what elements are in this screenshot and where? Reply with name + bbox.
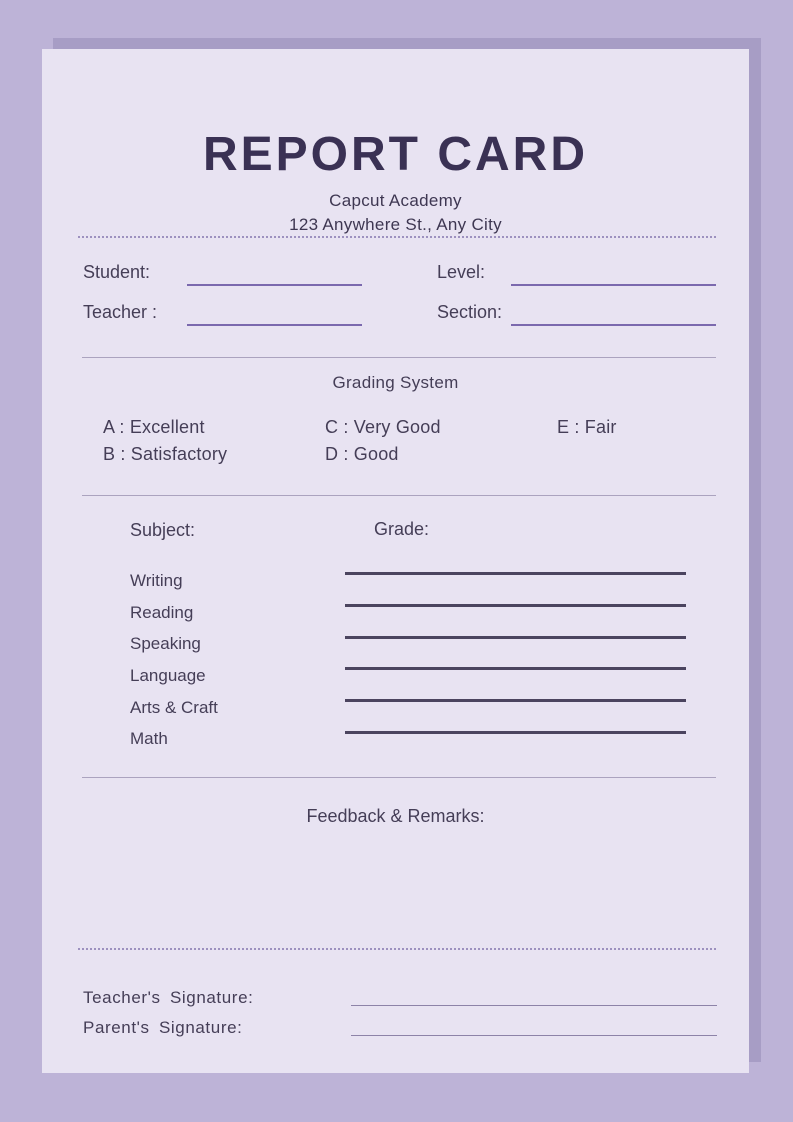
grade-key-e: E : Fair	[557, 417, 617, 437]
grade-field[interactable]	[345, 667, 686, 670]
field-row-teacher-section	[83, 291, 716, 331]
grade-field[interactable]	[345, 636, 686, 639]
grade-key-a: A : Excellent	[103, 417, 205, 437]
level-label: Level:	[437, 262, 486, 282]
subject-name: Math	[130, 729, 168, 749]
header-divider	[78, 236, 716, 238]
table-row	[130, 628, 686, 660]
feedback-field[interactable]	[102, 839, 689, 939]
parent-signature-label: Parent's Signature:	[83, 1018, 243, 1037]
student-field[interactable]	[187, 284, 362, 286]
page-title: REPORT CARD	[202, 128, 588, 181]
section-divider	[82, 495, 716, 496]
teacher-signature-row	[83, 984, 717, 1014]
grade-key-d: D : Good	[325, 444, 399, 464]
report-card	[42, 49, 749, 1073]
table-row	[130, 597, 686, 629]
grade-field[interactable]	[345, 731, 686, 734]
section-divider	[82, 777, 716, 778]
teacher-signature-field[interactable]	[351, 1005, 717, 1006]
school-address: 123 Anywhere St., Any City	[289, 215, 502, 234]
feedback-heading: Feedback & Remarks:	[306, 806, 485, 826]
subject-name: Speaking	[130, 634, 201, 654]
parent-signature-field[interactable]	[351, 1035, 717, 1036]
section-field[interactable]	[511, 324, 716, 326]
grade-key-empty	[557, 444, 709, 471]
student-info-section	[83, 251, 716, 331]
teacher-signature-label: Teacher's Signature:	[83, 988, 254, 1007]
signature-section	[83, 984, 717, 1044]
table-row	[130, 723, 686, 755]
grade-field[interactable]	[345, 572, 686, 575]
student-label: Student:	[83, 262, 151, 282]
field-row-student-level	[83, 251, 716, 291]
subject-name: Reading	[130, 602, 194, 622]
grading-key	[103, 417, 709, 471]
subject-column-header: Subject:	[130, 520, 196, 540]
grade-column-header: Grade:	[374, 519, 430, 539]
grading-system-heading: Grading System	[332, 373, 459, 392]
school-name: Capcut Academy	[329, 191, 462, 210]
section-label: Section:	[437, 302, 503, 322]
grade-field[interactable]	[345, 699, 686, 702]
subject-name: Language	[130, 665, 206, 685]
table-row	[130, 660, 686, 692]
grade-key-c: C : Very Good	[325, 417, 441, 437]
parent-signature-row	[83, 1014, 717, 1044]
subject-name: Arts & Craft	[130, 697, 218, 717]
teacher-label: Teacher :	[83, 302, 158, 322]
level-field[interactable]	[511, 284, 716, 286]
grade-field[interactable]	[345, 604, 686, 607]
subjects-table	[130, 565, 686, 755]
section-divider	[82, 357, 716, 358]
grade-key-b: B : Satisfactory	[103, 444, 228, 464]
table-row	[130, 692, 686, 724]
teacher-field[interactable]	[187, 324, 362, 326]
footer-divider	[78, 948, 716, 950]
table-row	[130, 565, 686, 597]
subject-name: Writing	[130, 570, 183, 590]
